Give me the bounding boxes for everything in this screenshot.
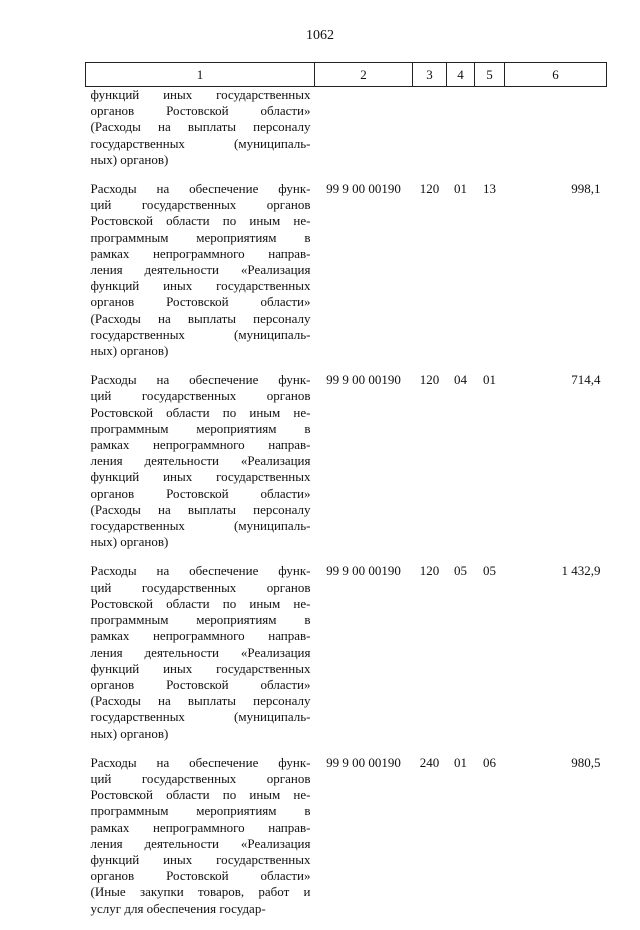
description-line: ных) органов) [90, 725, 169, 741]
row-expense-type-code: 120 [419, 563, 440, 579]
row-description [86, 87, 315, 182]
column-header-2: 2 [315, 63, 413, 87]
row-target-article-code: 99 9 00 00190 [326, 372, 401, 388]
row-description [86, 755, 315, 930]
description-line: (Расходы на выплаты персоналу [90, 119, 311, 135]
description-line: органов Ростовской области» [90, 294, 311, 310]
description-line: рамках непрограммного направ- [90, 437, 311, 453]
description-line: (Расходы на выплаты персоналу [90, 501, 311, 517]
column-header-4: 4 [447, 63, 475, 87]
description-line: ления деятельности «Реализация [90, 644, 311, 660]
column-header-3: 3 [413, 63, 447, 87]
row-expense-type-code: 240 [419, 754, 440, 770]
description-line: программным мероприятиям в [90, 612, 311, 628]
description-line: Ростовской области по иным не- [90, 595, 311, 611]
description-line: услуг для обеспечения государ- [90, 900, 266, 916]
description-line: функций иных государственных [90, 851, 311, 867]
row-amount: 980,5 [571, 754, 601, 770]
table-row [86, 181, 607, 372]
description-line: функций иных государственных [90, 87, 311, 102]
table-row [86, 563, 607, 754]
description-line: рамках непрограммного направ- [90, 245, 311, 261]
description-line: ных) органов) [90, 343, 169, 359]
description-line: органов Ростовской области» [90, 676, 311, 692]
row-amount [505, 87, 607, 182]
description-line: государственных (муниципаль- [90, 518, 311, 534]
description-line: ций государственных органов [90, 770, 311, 786]
description-line: (Расходы на выплаты персоналу [90, 693, 311, 709]
description-line: ления деятельности «Реализация [90, 453, 311, 469]
row-expense-type-code: 120 [419, 372, 440, 388]
description-line: Ростовской области по иным не- [90, 213, 311, 229]
description-line: Ростовской области по иным не- [90, 787, 311, 803]
row-subsection-code [475, 87, 505, 182]
description-line: государственных (муниципаль- [90, 326, 311, 342]
column-header-5: 5 [475, 63, 505, 87]
description-line: Расходы на обеспечение функ- [90, 754, 311, 770]
description-line: ций государственных органов [90, 579, 311, 595]
table-header [86, 63, 607, 87]
row-section-code: 04 [454, 372, 467, 388]
row-subsection-code: 06 [483, 754, 496, 770]
row-target-article-code: 99 9 00 00190 [326, 181, 401, 197]
description-line: функций иных государственных [90, 278, 311, 294]
table-row [86, 755, 607, 930]
description-line: функций иных государственных [90, 660, 311, 676]
table-row [86, 372, 607, 563]
page-number: 1062 [306, 28, 334, 43]
description-line: ций государственных органов [90, 388, 311, 404]
row-target-article-code: 99 9 00 00190 [326, 754, 401, 770]
row-amount: 714,4 [571, 372, 601, 388]
description-line: ления деятельности «Реализация [90, 835, 311, 851]
header-row [86, 63, 607, 87]
row-section-code: 05 [454, 563, 467, 579]
description-line: органов Ростовской области» [90, 868, 311, 884]
row-target-article-code [315, 87, 413, 182]
table-body [86, 87, 607, 930]
description-line: ных) органов) [90, 151, 169, 167]
description-line: рамках непрограммного направ- [90, 819, 311, 835]
description-line: рамках непрограммного направ- [90, 628, 311, 644]
description-line: Расходы на обеспечение функ- [90, 563, 311, 579]
row-description [86, 372, 315, 563]
table-row [86, 87, 607, 182]
row-subsection-code: 13 [483, 181, 496, 197]
description-line: (Расходы на выплаты персоналу [90, 310, 311, 326]
description-line: органов Ростовской области» [90, 103, 311, 119]
row-amount: 1 432,9 [561, 563, 601, 579]
description-line: функций иных государственных [90, 469, 311, 485]
row-subsection-code: 05 [483, 563, 496, 579]
row-description [86, 181, 315, 372]
description-line: ных) органов) [90, 534, 169, 550]
description-line: Расходы на обеспечение функ- [90, 372, 311, 388]
row-expense-type-code [413, 87, 447, 182]
row-expense-type-code: 120 [419, 181, 440, 197]
description-line: ления деятельности «Реализация [90, 262, 311, 278]
row-target-article-code: 99 9 00 00190 [326, 563, 401, 579]
description-line: Расходы на обеспечение функ- [90, 181, 311, 197]
row-description [86, 563, 315, 754]
budget-table [85, 62, 607, 930]
description-line: ций государственных органов [90, 197, 311, 213]
column-header-6: 6 [505, 63, 607, 87]
description-line: государственных (муниципаль- [90, 135, 311, 151]
description-line: Ростовской области по иным не- [90, 404, 311, 420]
row-amount: 998,1 [571, 181, 601, 197]
row-section-code [447, 87, 475, 182]
description-line: программным мероприятиям в [90, 803, 311, 819]
description-line: программным мероприятиям в [90, 420, 311, 436]
description-line: программным мероприятиям в [90, 229, 311, 245]
row-section-code: 01 [454, 181, 467, 197]
description-line: государственных (муниципаль- [90, 709, 311, 725]
description-line: органов Ростовской области» [90, 485, 311, 501]
row-subsection-code: 01 [483, 372, 496, 388]
description-line: (Иные закупки товаров, работ и [90, 884, 311, 900]
column-header-1: 1 [86, 63, 315, 87]
row-section-code: 01 [454, 754, 467, 770]
